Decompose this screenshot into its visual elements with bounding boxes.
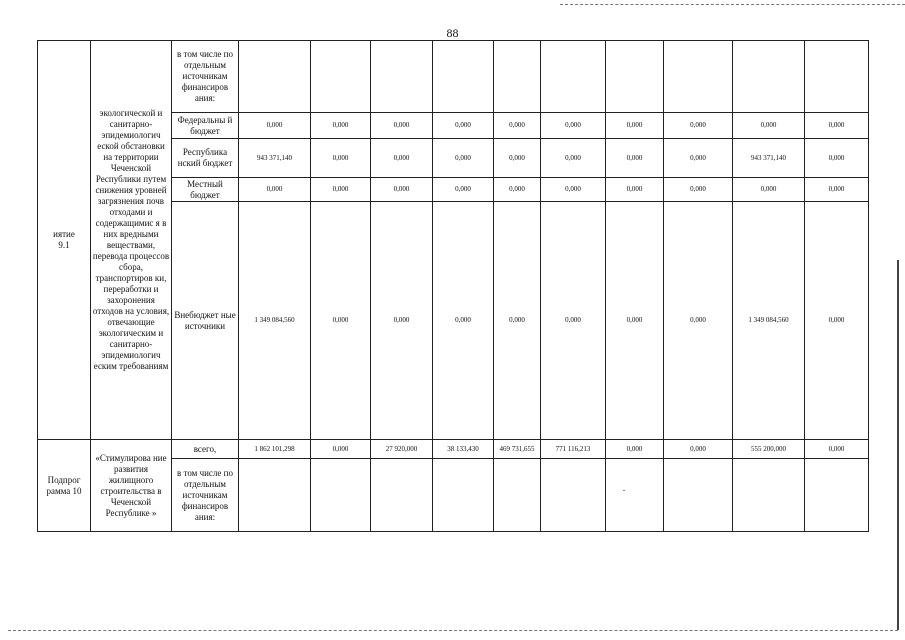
amount-cell [433,41,494,113]
amount-cell: 1 349 084,560 [239,202,311,440]
amount-cell: 0,000 [805,440,869,459]
table-row [38,41,869,113]
funding-source: всего, [172,440,239,459]
amount-cell: 0,000 [239,113,311,139]
amount-cell: 0,000 [805,113,869,139]
funding-source: в том числе по отдельным источникам финансиров ания: [172,41,239,113]
amount-cell: 38 133,430 [433,440,494,459]
amount-cell [311,459,371,532]
amount-cell [805,41,869,113]
amount-cell [494,41,541,113]
amount-cell: 1 349 084,560 [733,202,805,440]
amount-cell [541,459,606,532]
funding-source: Федеральны й бюджет [172,113,239,139]
amount-cell [371,459,433,532]
amount-cell: 0,000 [733,178,805,202]
amount-cell: 0,000 [311,440,371,459]
amount-cell: 0,000 [541,178,606,202]
amount-cell: 0,000 [664,113,733,139]
scan-edge-right [897,260,899,630]
amount-cell: 0,000 [664,178,733,202]
subprogram-code: Подпрог рамма 10 [38,440,91,532]
amount-cell: 0,000 [371,202,433,440]
amount-cell: 0,000 [805,178,869,202]
amount-cell: 0,000 [541,139,606,178]
amount-cell: 0,000 [664,202,733,440]
amount-cell: 0,000 [371,139,433,178]
amount-cell [239,41,311,113]
budget-table [37,40,869,532]
amount-cell [433,459,494,532]
subprogram-name: «Стимулирова ние развития жилищного строительства в Чеченской Республике » [91,440,172,532]
amount-cell: 0,000 [433,139,494,178]
scan-edge-top [560,4,905,5]
amount-cell [606,459,664,532]
table-row [38,440,869,459]
amount-cell [311,41,371,113]
amount-cell: 0,000 [311,139,371,178]
amount-cell: 0,000 [239,178,311,202]
amount-cell: 0,000 [494,139,541,178]
amount-cell: 1 862 101,298 [239,440,311,459]
amount-cell: 0,000 [311,178,371,202]
amount-cell [664,459,733,532]
amount-cell [494,459,541,532]
amount-cell: 27 920,000 [371,440,433,459]
amount-cell: 0,000 [494,202,541,440]
amount-cell: 0,000 [311,113,371,139]
amount-cell: 469 731,655 [494,440,541,459]
amount-cell: 0,000 [433,178,494,202]
amount-cell: 0,000 [311,202,371,440]
amount-cell: 943 371,140 [733,139,805,178]
page-number: 88 [446,26,459,40]
amount-cell [733,459,805,532]
event-code: иятие 9.1 [38,41,91,440]
amount-cell: 0,000 [606,202,664,440]
amount-cell: 0,000 [606,139,664,178]
amount-cell: 0,000 [606,113,664,139]
amount-cell [664,41,733,113]
amount-cell [541,41,606,113]
amount-cell: 0,000 [371,178,433,202]
amount-cell: 0,000 [805,139,869,178]
amount-cell: 771 116,213 [541,440,606,459]
amount-cell: 0,000 [494,178,541,202]
amount-cell: 0,000 [494,113,541,139]
amount-cell: 0,000 [733,113,805,139]
amount-cell [805,459,869,532]
event-name: экологической и санитарно-эпидемиологич еской обстановки на территории Чеченской Республики путем снижения уровней загрязнения почв отходами и содержащимис я в них вредными веществами, перевода процессов сбора, транспортиров ки, переработки и захоронения отходов на условия, отвечающие экологическим и санитарно-эпидемиологич еским требованиям [91,41,172,440]
amount-cell: 943 371,140 [239,139,311,178]
amount-cell: 0,000 [371,113,433,139]
amount-cell: 0,000 [541,113,606,139]
amount-cell: 0,000 [664,139,733,178]
amount-cell: 0,000 [606,440,664,459]
amount-cell [371,41,433,113]
amount-cell [606,41,664,113]
amount-cell: 0,000 [664,440,733,459]
funding-source: Внебюджет ные источники [172,202,239,440]
funding-source: в том числе по отдельным источникам финансиров ания: [172,459,239,532]
funding-source: Местный бюджет [172,178,239,202]
amount-cell: 0,000 [433,113,494,139]
amount-cell: 0,000 [805,202,869,440]
amount-cell: 0,000 [433,202,494,440]
amount-cell [733,41,805,113]
amount-cell: 0,000 [606,178,664,202]
amount-cell: 555 200,000 [733,440,805,459]
funding-source: Республика нский бюджет [172,139,239,178]
scan-edge-bottom [8,630,898,631]
amount-cell: 0,000 [541,202,606,440]
amount-cell [239,459,311,532]
